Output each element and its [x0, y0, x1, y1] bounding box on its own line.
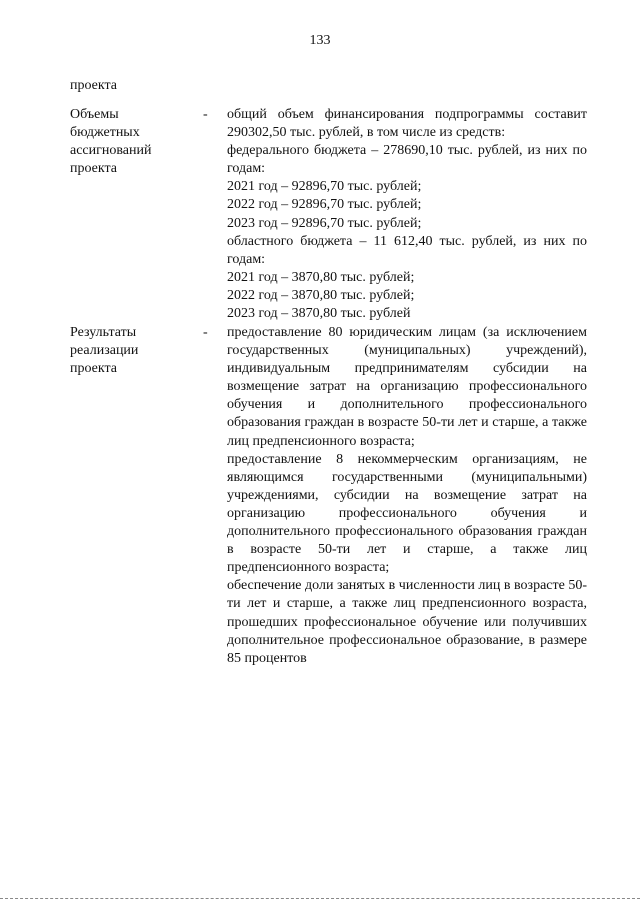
- row-dash: -: [203, 107, 208, 122]
- budget-allocations-text: [227, 106, 587, 323]
- label-line: Результаты: [70, 325, 137, 340]
- paragraph: 2021 год – 92896,70 тыс. рублей;: [227, 179, 422, 195]
- paragraph: областного бюджета – 11 612,40 тыс. рублей, из них по годам:: [227, 233, 587, 267]
- label-line: Объемы: [70, 107, 119, 122]
- row-dash: -: [203, 325, 208, 340]
- paragraph: 2022 год – 3870,80 тыс. рублей;: [227, 287, 415, 303]
- scan-edge-line: [0, 898, 640, 899]
- label-line: проекта: [70, 361, 117, 376]
- paragraph: общий объем финансирования подпрограммы составит 290302,50 тыс. рублей, в том числе из средств:: [227, 107, 587, 141]
- paragraph: обеспечение доли занятых в численности лиц в возрасте 50-ти лет и старше, а также лиц предпенсионного возраста, прошедших профессиональное обучение или получивших дополнительное профессиональное образование, в размере 85 процентов: [227, 578, 587, 666]
- label-line: бюджетных: [70, 125, 140, 140]
- paragraph: 2023 год – 92896,70 тыс. рублей;: [227, 215, 422, 231]
- project-results-text: [227, 324, 587, 668]
- project-results-label: [70, 324, 190, 378]
- paragraph: федерального бюджета – 278690,10 тыс. рублей, из них по годам:: [227, 143, 587, 177]
- budget-allocations-label: [70, 106, 190, 178]
- page-number: 133: [309, 33, 331, 48]
- paragraph: 2022 год – 92896,70 тыс. рублей;: [227, 197, 422, 213]
- paragraph: предоставление 80 юридическим лицам (за исключением государственных (муниципальных) учреждений), индивидуальным предпринимателям субсидии на возмещение затрат на организацию профессионального обучения и дополнительного профессионального образования граждан в возрасте 50-ти лет и старше, а также лиц предпенсионного возраста;: [227, 325, 587, 449]
- label-line: ассигнований: [70, 143, 152, 158]
- paragraph: 2023 год – 3870,80 тыс. рублей: [227, 306, 411, 322]
- continued-row-label: проекта: [70, 78, 117, 93]
- paragraph: предоставление 8 некоммерческим организациям, не являющимся государственными (муниципальными) учреждениями, субсидии на возмещение затрат на организацию профессионального обучения и дополнительного профессионального образования граждан в возрасте 50-ти лет и старше, а также лиц предпенсионного возраста;: [227, 451, 587, 576]
- label-line: проекта: [70, 161, 117, 176]
- paragraph: 2021 год – 3870,80 тыс. рублей;: [227, 269, 415, 285]
- label-line: реализации: [70, 343, 139, 358]
